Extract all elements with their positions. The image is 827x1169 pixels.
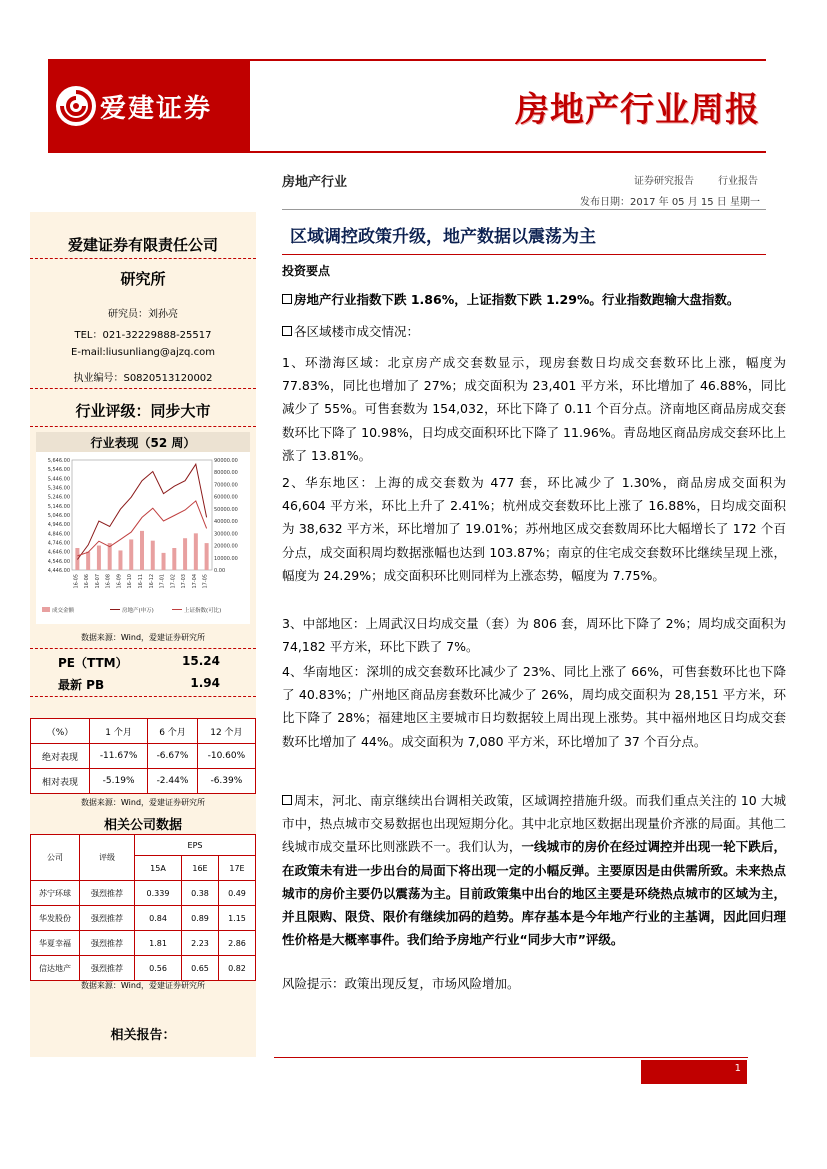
main-title: 区域调控政策升级，地产数据以震荡为主 bbox=[290, 227, 596, 247]
report-type-1: 证券研究报告 bbox=[634, 176, 694, 187]
y-right-tick-label: 30000.00 bbox=[214, 531, 238, 538]
table-cell: 1.15 bbox=[218, 906, 255, 931]
paragraph-central: 3、中部地区：上周武汉日均成交量（套）为 806 套，周环比下降了 2%；周均成交面积为 74,182 平方米，环比下跌了 7%。 bbox=[282, 616, 786, 655]
paragraph-text: 周末，河北、南京继续出台调相关政策，区域调控措施升级。而我们重点关注的 10 大城市中，热点城市交易数据也出现短期分化。其中北京地区数据出现量价齐涨的局面。其他二线城市成交量环比则涨跌不一。我们认为， bbox=[282, 793, 786, 855]
table-cell: 华夏幸福 bbox=[31, 931, 80, 956]
table-cell: 0.38 bbox=[182, 881, 219, 906]
chart-source: 数据来源：Wind，爱建证券研究所 bbox=[80, 633, 206, 642]
table-header: 12 个月 bbox=[197, 719, 255, 744]
perf-table-source: 数据来源：Wind，爱建证券研究所 bbox=[80, 798, 206, 807]
performance-label: 行业表现（52 周） bbox=[90, 436, 196, 450]
table-cell: 0.89 bbox=[182, 906, 219, 931]
volume-bar bbox=[97, 546, 101, 570]
table-row bbox=[31, 835, 256, 856]
company-table bbox=[30, 834, 256, 981]
paragraph-policy bbox=[282, 789, 786, 951]
checkbox-bullet-icon bbox=[282, 326, 292, 336]
table-header: 1 个月 bbox=[90, 719, 148, 744]
volume-bar bbox=[162, 553, 166, 570]
table-cell: -11.67% bbox=[90, 744, 148, 769]
y-left-tick-label: 4,646.00 bbox=[47, 549, 70, 556]
risk-warning: 风险提示：政策出现反复，市场风险增加。 bbox=[282, 976, 520, 991]
table-row bbox=[31, 719, 256, 744]
performance-chart bbox=[36, 452, 250, 624]
table-header: 评级 bbox=[80, 835, 135, 881]
key-points-label: 投资要点 bbox=[282, 264, 331, 278]
x-tick-label: 16-07 bbox=[94, 574, 101, 589]
analyst-name: 研究员：刘孙亮 bbox=[108, 309, 178, 320]
table-header: 6 个月 bbox=[148, 719, 198, 744]
y-left-tick-label: 5,646.00 bbox=[47, 458, 70, 464]
table-cell: 0.84 bbox=[135, 906, 182, 931]
performance-table bbox=[30, 718, 256, 794]
y-right-tick-label: 50000.00 bbox=[214, 506, 238, 513]
x-tick-label: 16-05 bbox=[73, 574, 80, 589]
y-right-tick-label: 70000.00 bbox=[214, 482, 238, 489]
table-header: 16E bbox=[182, 856, 219, 881]
table-cell: 0.339 bbox=[135, 881, 182, 906]
performance-chart-svg bbox=[36, 452, 250, 624]
y-right-tick-label: 90000.00 bbox=[214, 458, 238, 464]
pb-value: 1.94 bbox=[190, 676, 220, 690]
volume-bar bbox=[194, 533, 198, 570]
divider bbox=[282, 209, 766, 210]
x-tick-label: 17-01 bbox=[159, 574, 166, 589]
analyst-email[interactable]: E-mail:liusunliang@ajzq.com bbox=[71, 347, 215, 358]
analyst-tel: TEL：021-32229888-25517 bbox=[74, 330, 212, 341]
legend-label: 上证指数(可比) bbox=[184, 608, 222, 614]
y-left-tick-label: 5,346.00 bbox=[47, 485, 70, 492]
table-cell: 绝对表现 bbox=[31, 744, 90, 769]
checkbox-bullet-icon bbox=[282, 795, 292, 805]
x-tick-label: 17-05 bbox=[202, 574, 209, 589]
table-cell: 0.65 bbox=[182, 956, 219, 981]
table-cell: 强烈推荐 bbox=[80, 906, 135, 931]
brand-name: 爱建证券 bbox=[100, 94, 213, 124]
pb-label: 最新 PB bbox=[58, 678, 105, 692]
table-cell: 强烈推荐 bbox=[80, 956, 135, 981]
table-cell: 强烈推荐 bbox=[80, 931, 135, 956]
table-cell: -2.44% bbox=[148, 769, 198, 794]
table-header: 15A bbox=[135, 856, 182, 881]
x-tick-label: 17-02 bbox=[170, 574, 177, 589]
table-row bbox=[31, 769, 256, 794]
y-left-tick-label: 5,446.00 bbox=[47, 476, 70, 483]
divider bbox=[282, 254, 766, 255]
table-cell: 0.56 bbox=[135, 956, 182, 981]
x-tick-label: 16-11 bbox=[138, 574, 144, 589]
company-table-source: 数据来源：Wind，爱建证券研究所 bbox=[80, 981, 206, 990]
y-left-tick-label: 5,546.00 bbox=[47, 467, 70, 474]
table-cell: 华发股份 bbox=[31, 906, 80, 931]
table-cell: 信达地产 bbox=[31, 956, 80, 981]
industry-rating: 行业评级：同步大市 bbox=[75, 402, 211, 420]
y-right-tick-label: 10000.00 bbox=[214, 555, 238, 562]
volume-bar bbox=[86, 552, 90, 570]
table-row bbox=[31, 881, 256, 906]
sidebar-institute: 研究所 bbox=[120, 270, 166, 288]
brand-logo-icon bbox=[56, 86, 96, 126]
divider bbox=[30, 426, 256, 427]
related-companies-title: 相关公司数据 bbox=[103, 818, 182, 833]
y-right-tick-label: 40000.00 bbox=[214, 519, 238, 526]
x-tick-label: 16-09 bbox=[116, 574, 123, 589]
paragraph-south: 4、华南地区：深圳的成交套数环比减少了 23%、同比上涨了 66%，可售套数环比也下降了 40.83%；广州地区商品房套数环比减少了 26%，周均成交面积为 28,151 平方米，环比下降了 28%；福建地区主要城市日均数据较上周出现上涨势。其中福州地区日均成交套数环比增加了 44%。成交面积为 7,080 平方米，环比增加了 37 个百分点。 bbox=[282, 664, 786, 749]
table-cell: 苏宁环球 bbox=[31, 881, 80, 906]
paragraph-east: 2、华东地区：上海的成交套数为 477 套，环比减少了 1.30%，商品房成交面积为 46,604 平方米，环比上升了 2.41%；杭州成交套数环比上涨了 16.88%，日均成交面积为 38,632 平方米，环比增加了 19.01%；苏州地区成交套数周环比大幅增长了 172 个百分点，成交面积周均数据涨幅也达到 103.87%；南京的住宅成交套数环比继续呈现上涨，幅度为 24.29%；成交面积环比则同样为上涨态势，幅度为 7.75%。 bbox=[282, 475, 786, 583]
table-cell: 0.82 bbox=[218, 956, 255, 981]
table-cell: 0.49 bbox=[218, 881, 255, 906]
analyst-license: 执业编号：S0820513120002 bbox=[73, 373, 213, 384]
paragraph-emphasis: 一线城市的房价在经过调控并出现一轮下跌后，在政策未有进一步出台的局面下将出现一定的小幅反弹。主要原因是由供需所致。未来热点城市的房价主要仍以震荡为主。目前政策集中出台的地区主要是环绕热点城市的区域为主，并且限购、限贷、限价有继续加码的趋势。库存基本是今年地产行业的主基调，因此回归理性价格是大概率事件。我们给予房地产行业“同步大市”评级。 bbox=[282, 839, 786, 948]
header-bottom-rule bbox=[250, 151, 766, 153]
footer-rule bbox=[274, 1057, 748, 1058]
table-row bbox=[31, 931, 256, 956]
divider bbox=[30, 388, 256, 389]
volume-bar bbox=[118, 550, 122, 570]
y-right-tick-label: 20000.00 bbox=[214, 543, 238, 550]
y-left-tick-label: 4,746.00 bbox=[47, 540, 70, 547]
table-row bbox=[31, 906, 256, 931]
table-cell: -6.67% bbox=[148, 744, 198, 769]
volume-bar bbox=[183, 538, 187, 570]
legend-label: 成交金额 bbox=[52, 608, 75, 614]
x-tick-label: 17-04 bbox=[191, 574, 198, 589]
table-cell: 2.86 bbox=[218, 931, 255, 956]
volume-bar bbox=[172, 548, 176, 570]
table-header: EPS bbox=[135, 835, 256, 856]
table-cell: -10.60% bbox=[197, 744, 255, 769]
y-right-tick-label: 60000.00 bbox=[214, 494, 238, 501]
paragraph-index bbox=[282, 288, 786, 311]
legend-label: 房地产(申万) bbox=[122, 608, 154, 614]
x-tick-label: 17-03 bbox=[181, 574, 188, 589]
page-number: 1 bbox=[734, 1063, 741, 1074]
table-cell: 强烈推荐 bbox=[80, 881, 135, 906]
industry-label: 房地产行业 bbox=[282, 175, 348, 190]
paragraph-text: 各区域楼市成交情况： bbox=[294, 324, 420, 339]
pe-label: PE（TTM） bbox=[58, 656, 128, 670]
divider bbox=[30, 648, 256, 649]
paragraph-text: 房地产行业指数下跌 1.86%，上证指数下跌 1.29%。行业指数跑输大盘指数。 bbox=[294, 292, 740, 307]
volume-bar bbox=[129, 539, 133, 570]
x-tick-label: 16-08 bbox=[105, 574, 112, 589]
y-left-tick-label: 5,146.00 bbox=[47, 503, 70, 510]
paragraph-regions bbox=[282, 320, 786, 343]
volume-bar bbox=[151, 541, 155, 570]
y-right-tick-label: 0.00 bbox=[214, 568, 226, 574]
divider bbox=[30, 258, 256, 259]
y-right-tick-label: 80000.00 bbox=[214, 470, 238, 477]
x-tick-label: 16-06 bbox=[84, 574, 91, 589]
volume-bar bbox=[205, 543, 209, 570]
report-title: 房地产行业周报 bbox=[515, 90, 760, 130]
related-reports-title: 相关报告： bbox=[110, 1028, 176, 1043]
x-tick-label: 16-12 bbox=[148, 574, 155, 589]
report-type-2: 行业报告 bbox=[718, 176, 758, 187]
table-header: 17E bbox=[218, 856, 255, 881]
table-cell: -6.39% bbox=[197, 769, 255, 794]
y-left-tick-label: 4,546.00 bbox=[47, 558, 70, 565]
table-cell: 1.81 bbox=[135, 931, 182, 956]
y-left-tick-label: 5,246.00 bbox=[47, 494, 70, 501]
table-row bbox=[31, 744, 256, 769]
volume-bar bbox=[140, 531, 144, 570]
table-cell: -5.19% bbox=[90, 769, 148, 794]
table-cell: 相对表现 bbox=[31, 769, 90, 794]
table-cell: 2.23 bbox=[182, 931, 219, 956]
divider bbox=[30, 696, 256, 697]
pe-value: 15.24 bbox=[182, 654, 220, 668]
x-tick-label: 16-10 bbox=[127, 574, 134, 589]
legend-swatch bbox=[42, 607, 50, 612]
table-header: 公司 bbox=[31, 835, 80, 881]
publish-date: 发布日期：2017 年 05 月 15 日 星期一 bbox=[580, 197, 760, 208]
sidebar-company: 爱建证券有限责任公司 bbox=[67, 236, 218, 254]
table-header: （%） bbox=[31, 719, 90, 744]
checkbox-bullet-icon bbox=[282, 294, 292, 304]
y-left-tick-label: 4,946.00 bbox=[47, 522, 70, 529]
y-left-tick-label: 5,046.00 bbox=[47, 513, 70, 519]
y-left-tick-label: 4,446.00 bbox=[47, 568, 70, 574]
table-row bbox=[31, 956, 256, 981]
y-left-tick-label: 4,846.00 bbox=[47, 531, 70, 538]
paragraph-bohai: 1、环渤海区域：北京房产成交套数显示，现房套数日均成交套数环比上涨，幅度为 77.83%，同比也增加了 27%；成交面积为 23,401 平方米，环比增加了 46.88%，同比减少了 55%。可售套数为 154,032，环比下降了 0.11 个百分点。济南地区商品房成交套数环比下降了 10.98%，日均成交面积环比下降了 11.96%。青岛地区商品房成交套环比上涨了 13.81%。 bbox=[282, 355, 786, 463]
